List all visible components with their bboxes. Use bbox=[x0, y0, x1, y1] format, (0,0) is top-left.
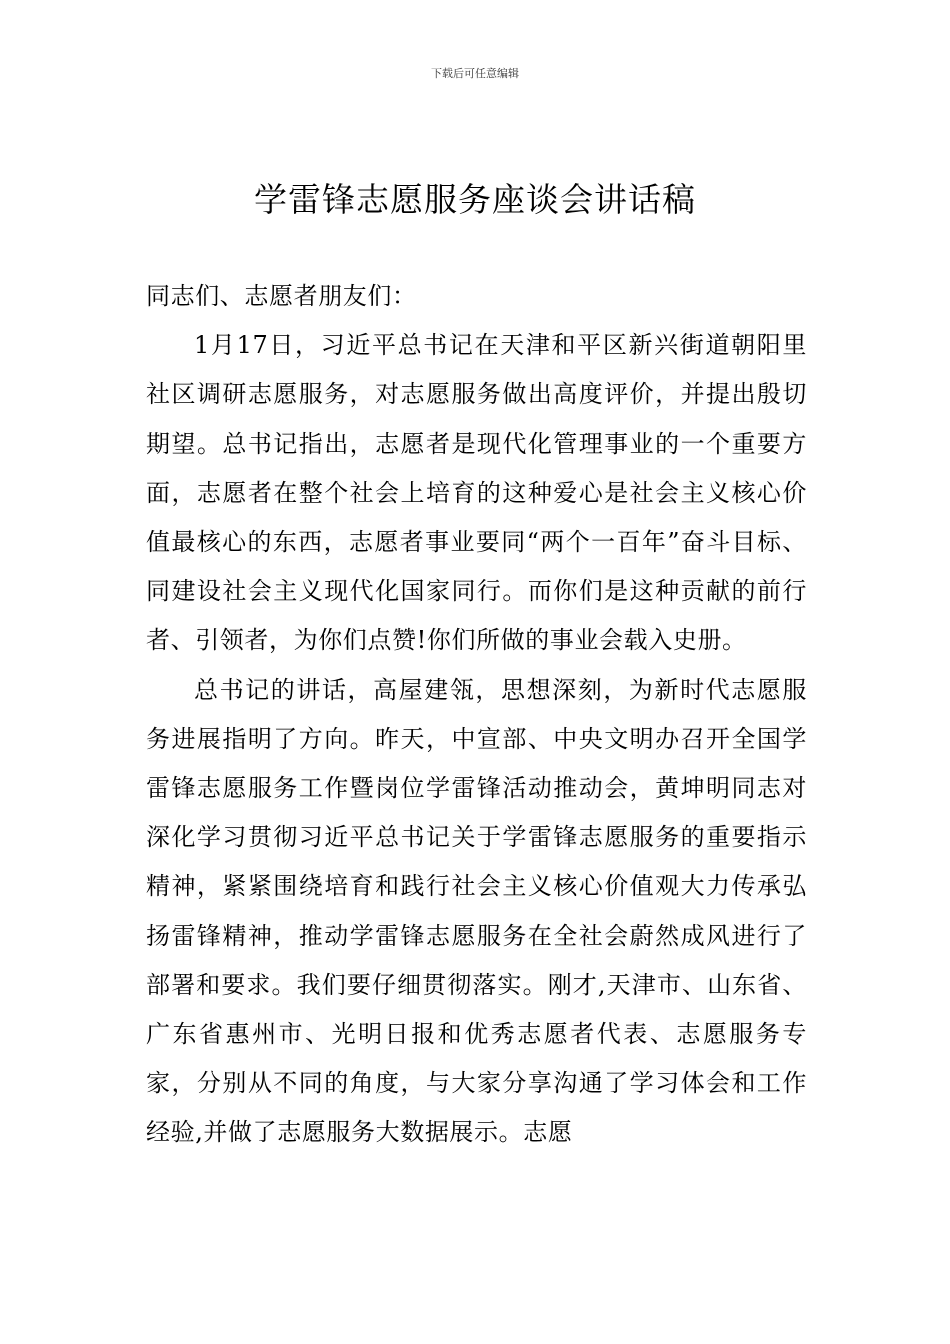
paragraph-1: 1月17日，习近平总书记在天津和平区新兴街道朝阳里社区调研志愿服务，对志愿服务做出高度评价，并提出殷切期望。总书记指出，志愿者是现代化管理事业的一个重要方面，志愿者在整个社会上培育的这种爱心是社会主义核心价值最核心的东西，志愿者事业要同“两个一百年”奋斗目标、同建设社会主义现代化国家同行。而你们是这种贡献的前行者、引领者，为你们点赞!你们所做的事业会载入史册。 bbox=[146, 331, 807, 655]
header-note: 下载后可任意编辑 bbox=[431, 67, 519, 80]
document-body bbox=[146, 272, 807, 1158]
document-title: 学雷锋志愿服务座谈会讲话稿 bbox=[254, 180, 696, 219]
salutation: 同志们、志愿者朋友们： bbox=[146, 282, 417, 310]
paragraph-2: 总书记的讲话，高屋建瓴，思想深刻，为新时代志愿服务进展指明了方向。昨天，中宣部、中央文明办召开全国学雷锋志愿服务工作暨岗位学雷锋活动推动会，黄坤明同志对深化学习贯彻习近平总书记关于学雷锋志愿服务的重要指示精神，紧紧围绕培育和践行社会主义核心价值观大力传承弘扬雷锋精神，推动学雷锋志愿服务在全社会蔚然成风进行了部署和要求。我们要仔细贯彻落实。刚才,天津市、山东省、广东省惠州市、光明日报和优秀志愿者代表、志愿服务专家，分别从不同的角度，与大家分享沟通了学习体会和工作经验,并做了志愿服务大数据展示。志愿 bbox=[146, 675, 807, 1147]
